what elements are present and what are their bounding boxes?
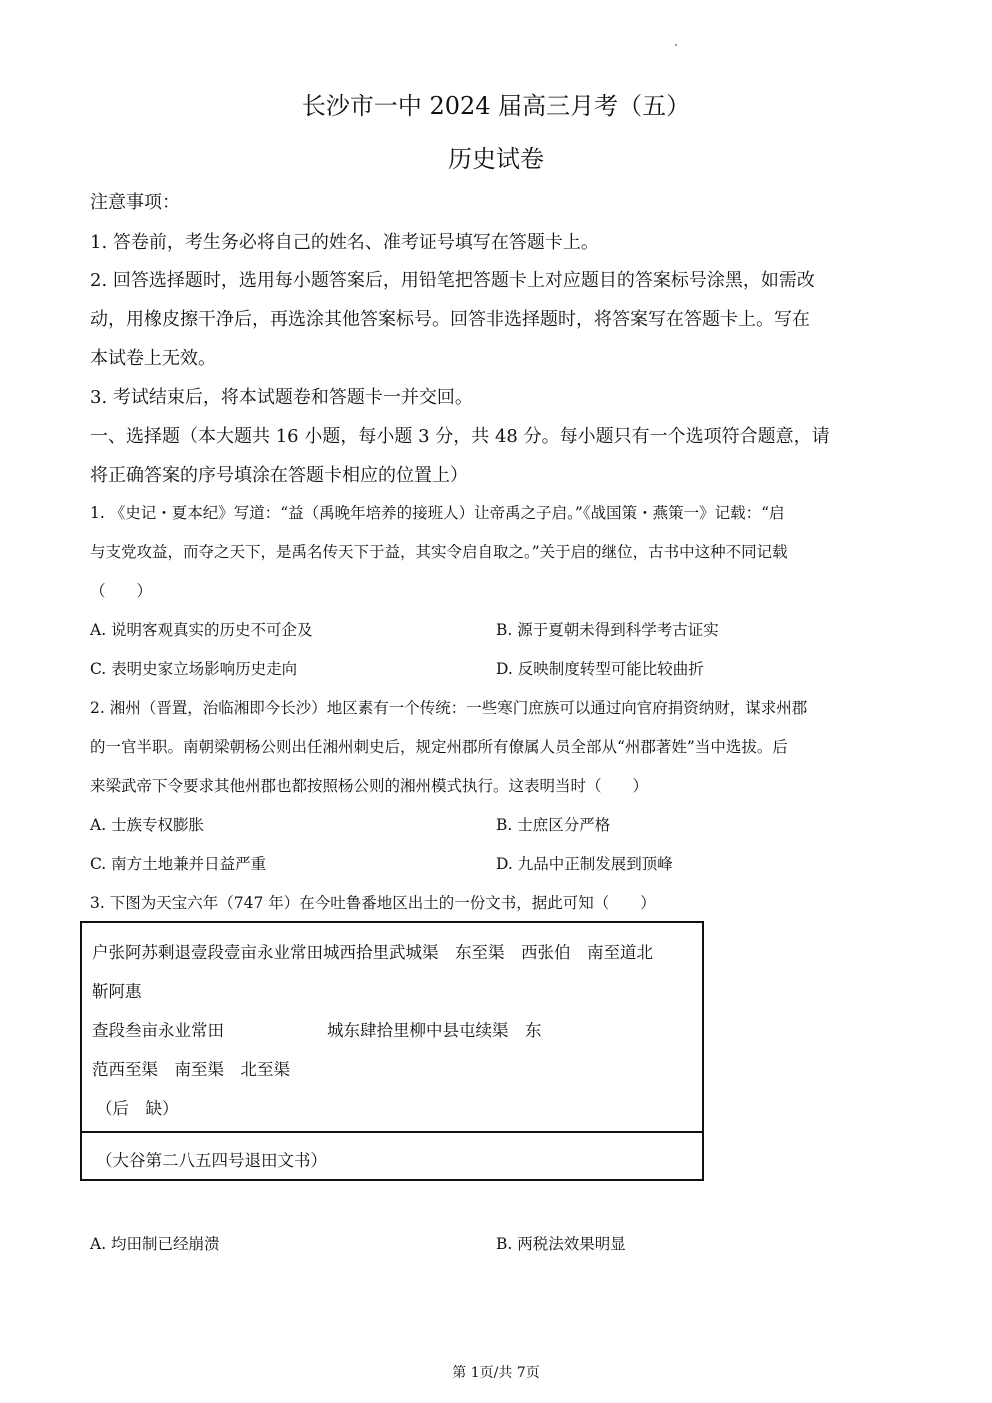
scan-mark <box>675 44 677 46</box>
section-heading: 将正确答案的序号填涂在答题卡相应的位置上） <box>90 465 468 486</box>
table-row: 户张阿苏剩退壹段壹亩永业常田城西拾里武城渠 东至渠 西张伯 南至道北 <box>92 943 653 962</box>
question-3-option-b[interactable]: B. 两税法效果明显 <box>496 1235 626 1253</box>
page-number: 第 1页/共 7页 <box>452 1365 540 1381</box>
notice-line: 1. 答卷前，考生务必将自己的姓名、准考证号填写在答题卡上。 <box>90 232 599 253</box>
table-row: 范西至渠 南至渠 北至渠 <box>92 1060 290 1079</box>
notice-line: 动，用橡皮擦干净后，再选涂其他答案标号。回答非选择题时，将答案写在答题卡上。写在 <box>90 309 810 330</box>
question-1-option-a[interactable]: A. 说明客观真实的历史不可企及 <box>90 621 313 639</box>
question-2-text: 2. 湘州（晋置，治临湘即今长沙）地区素有一个传统：一些寒门庶族可以通过向官府捐资纳财，谋求州郡 <box>90 699 808 717</box>
question-2-option-b[interactable]: B. 士庶区分严格 <box>496 816 611 834</box>
question-2-option-d[interactable]: D. 九品中正制发展到顶峰 <box>496 855 673 873</box>
question-2-text: 的一官半职。南朝梁朝杨公则出任湘州刺史后，规定州郡所有僚属人员全部从“州郡著姓”当中选拔。后 <box>90 738 788 756</box>
notice-line: 3. 考试结束后，将本试题卷和答题卡一并交回。 <box>90 387 473 408</box>
question-3-text: 3. 下图为天宝六年（747 年）在今吐鲁番地区出土的一份文书，据此可知（ ） <box>90 894 656 912</box>
table-divider <box>82 1131 702 1133</box>
question-1-option-c[interactable]: C. 表明史家立场影响历史走向 <box>90 660 298 678</box>
document-transcription-table <box>80 921 704 1181</box>
question-1-option-d[interactable]: D. 反映制度转型可能比较曲折 <box>496 660 704 678</box>
table-row: （后 缺） <box>96 1099 179 1118</box>
page-title: 长沙市一中 2024 届高三月考（五） <box>301 92 691 120</box>
question-1-text: 1. 《史记・夏本纪》写道：“益（禹晚年培养的接班人）让帝禹之子启。”《战国策・燕策一》记载：“启 <box>90 504 785 522</box>
notice-line: 本试卷上无效。 <box>90 348 216 369</box>
question-2-option-c[interactable]: C. 南方土地兼并日益严重 <box>90 855 267 873</box>
notice-heading: 注意事项： <box>90 192 180 213</box>
question-3-option-a[interactable]: A. 均田制已经崩溃 <box>90 1235 220 1253</box>
table-row: 靳阿惠 <box>92 982 142 1001</box>
table-caption: （大谷第二八五四号退田文书） <box>96 1151 327 1170</box>
question-2-text: 来梁武帝下令要求其他州郡也都按照杨公则的湘州模式执行。这表明当时（ ） <box>90 777 649 795</box>
notice-line: 2. 回答选择题时，选用每小题答案后，用铅笔把答题卡上对应题目的答案标号涂黑，如需改 <box>90 270 815 291</box>
table-row: 查段叁亩永业常田 <box>92 1021 224 1040</box>
section-heading: 一、选择题（本大题共 16 小题，每小题 3 分，共 48 分。每小题只有一个选项符合题意，请 <box>90 426 830 447</box>
question-1-option-b[interactable]: B. 源于夏朝未得到科学考古证实 <box>496 621 719 639</box>
page-subtitle: 历史试卷 <box>448 145 544 173</box>
table-row: 城东肆拾里柳中县屯续渠 东 <box>327 1021 542 1040</box>
question-1-text: 与支党攻益，而夺之天下，是禹名传天下于益，其实令启自取之。”关于启的继位，古书中这种不同记载 <box>90 543 788 561</box>
question-2-option-a[interactable]: A. 士族专权膨胀 <box>90 816 205 834</box>
question-1-text: （ ） <box>90 582 153 600</box>
